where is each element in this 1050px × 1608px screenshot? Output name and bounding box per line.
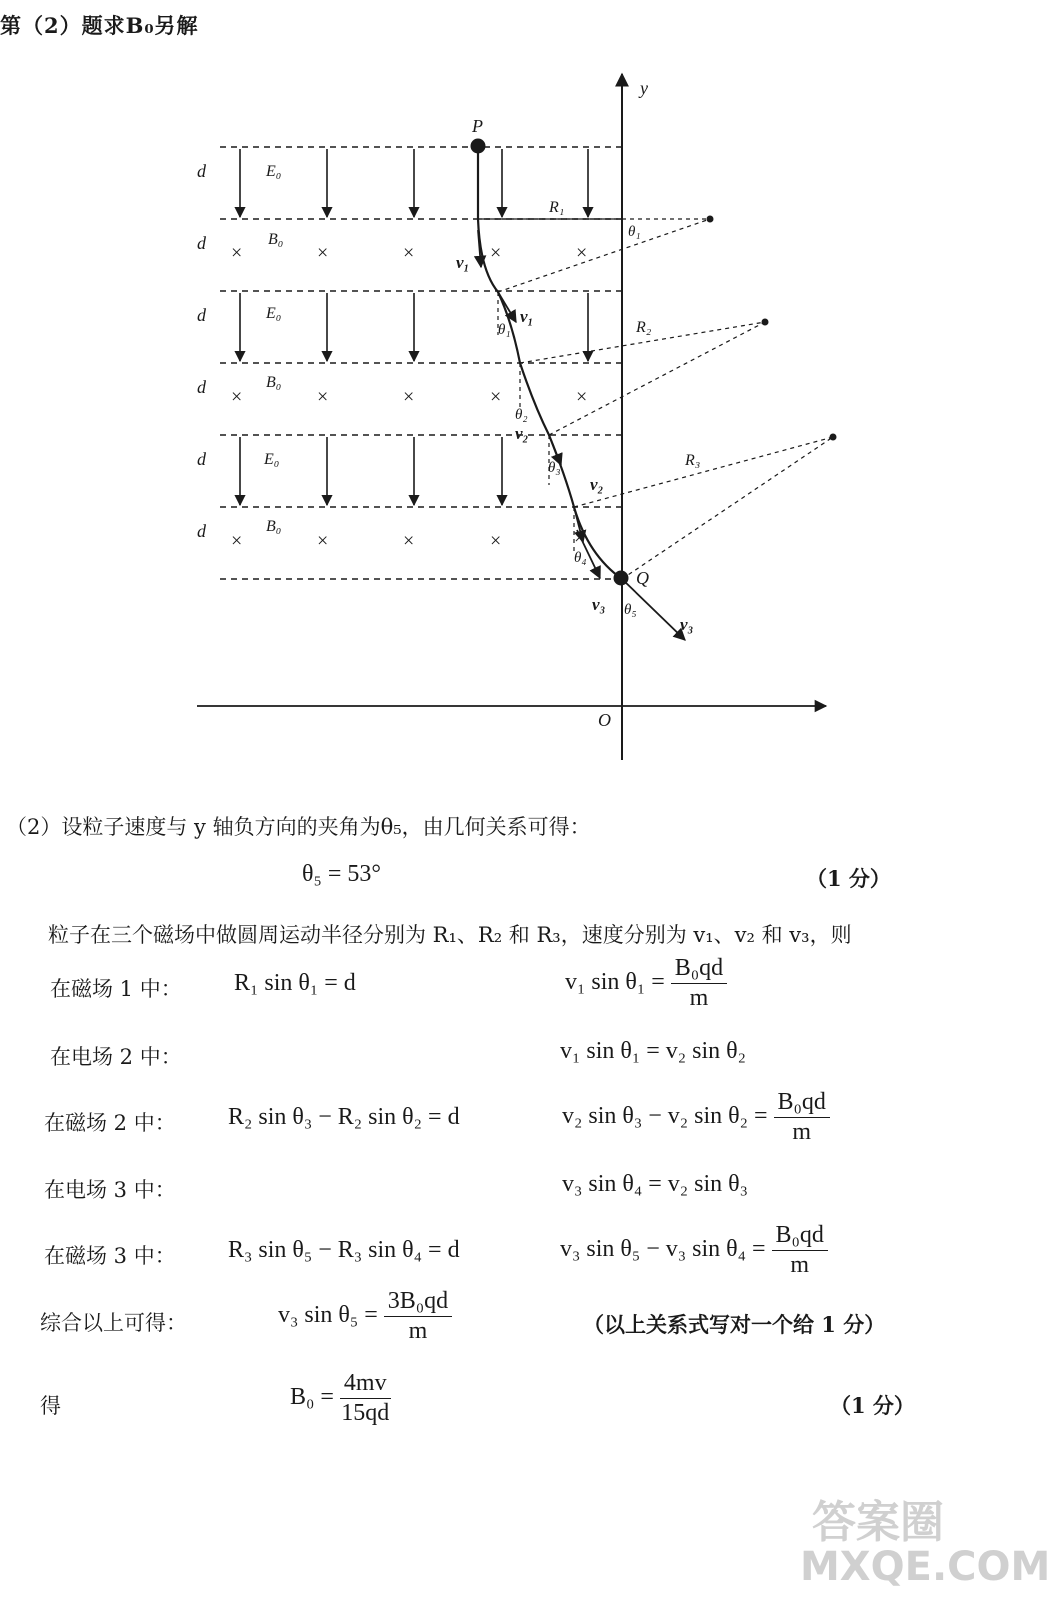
angle-label: θ₁ (628, 224, 641, 240)
center-3-dot (830, 434, 837, 441)
field-label: B₀ (266, 374, 282, 391)
row-label: 在磁场 1 中： (50, 977, 182, 1001)
layer-d-label: d (197, 305, 206, 325)
point-p-dot (471, 139, 486, 154)
center-2-dot (762, 319, 769, 326)
layer-d-label: d (197, 161, 206, 181)
cross-mark: × (576, 386, 588, 408)
physics-figure (0, 60, 1000, 780)
fraction-denominator: 15qd (341, 1400, 390, 1426)
field-label: E₀ (266, 163, 282, 180)
fraction-denominator: m (790, 1252, 810, 1278)
row-label: 在磁场 2 中： (44, 1111, 176, 1135)
point-p-label: P (472, 116, 483, 136)
radius-lines (478, 219, 833, 579)
cross-mark: × (576, 242, 588, 264)
combine-label: 综合以上可得： (40, 1311, 187, 1335)
fraction-denominator: m (792, 1119, 812, 1145)
equation-right: v₂ sin θ₃ − v₂ sin θ₂ = $\frac{\text{B₀qd}}{m}$ (562, 1089, 830, 1146)
magnetic-field-crosses (231, 242, 587, 552)
velocity-label: v₁ (520, 307, 534, 326)
scoring-note: （以上关系式写对一个给 1 分） (583, 1312, 886, 1337)
equation-right: v₁ sin θ₁ = v₂ sin θ₂ (560, 1038, 747, 1064)
fraction-numerator: B₀qd (774, 1089, 830, 1118)
layer-d-label: d (197, 233, 206, 253)
angle-label: θ₃ (548, 460, 561, 476)
velocity-label: v₃ (592, 595, 606, 614)
angle-label: θ₂ (515, 407, 528, 423)
equation-right: v₁ sin θ₁ = $\frac{\text{B₀qd}}{m}$ (565, 955, 727, 1012)
angle-label: θ₄ (574, 550, 587, 566)
point-q-label: Q (636, 568, 649, 588)
cross-mark: × (231, 242, 243, 264)
fraction-numerator: B₀qd (772, 1222, 828, 1251)
solution-description: 粒子在三个磁场中做圆周运动半径分别为 R₁、R₂ 和 R₃，速度分别为 v₁、v₂ 和 v₃，则 (48, 923, 852, 947)
cross-mark: × (231, 386, 243, 408)
cross-mark: × (317, 530, 329, 552)
solution-intro: （2）设粒子速度与 y 轴负方向的夹角为θ₅，由几何关系可得： (6, 815, 591, 839)
equation-left: R₃ sin θ₅ − R₃ sin θ₄ = d (228, 1237, 460, 1263)
equation-theta5: θ₅ = 53° (302, 861, 381, 887)
field-label: E₀ (266, 305, 282, 322)
field-label: B₀ (268, 231, 284, 248)
point-q-dot (614, 571, 629, 586)
layer-d-label: d (197, 377, 206, 397)
y-axis-label: y (640, 78, 648, 98)
fraction-numerator: B₀qd (671, 955, 727, 984)
score-mark: （1 分） (806, 866, 891, 891)
equation-result: B₀ = $\frac{4mv}{15qd}$ (290, 1370, 390, 1426)
cross-mark: × (403, 242, 415, 264)
row-label: 在电场 2 中： (50, 1045, 182, 1069)
score-mark: （1 分） (830, 1393, 915, 1418)
row-label: 在电场 3 中： (44, 1178, 176, 1202)
radius-label: R₃ (685, 452, 701, 469)
watermark-logo: 答案圈 (812, 1497, 944, 1548)
page-title: 第（2）题求B₀另解 (0, 13, 199, 38)
radius-label: R₂ (636, 319, 652, 336)
result-label: 得 (40, 1394, 61, 1418)
angle-label: θ₁ (498, 322, 511, 338)
center-1-dot (707, 216, 714, 223)
layer-d-label: d (197, 449, 206, 469)
field-arrows (240, 149, 588, 505)
cross-mark: × (574, 527, 586, 549)
equation-left: R₁ sin θ₁ = d (234, 970, 356, 996)
cross-mark: × (317, 386, 329, 408)
velocity-label: v₃ (680, 615, 694, 634)
origin-label: O (598, 710, 611, 730)
velocity-label: v₁ (456, 253, 470, 272)
velocity-label: v₂ (515, 424, 529, 443)
watermark-url: MXQE.COM (800, 1544, 1050, 1590)
equation-right: v₃ sin θ₄ = v₂ sin θ₃ (562, 1171, 749, 1197)
cross-mark: × (317, 242, 329, 264)
equation-combined: v₃ sin θ₅ = $\frac{\text{3B₀qd}}{m}$ (278, 1288, 452, 1345)
cross-mark: × (490, 386, 502, 408)
cross-mark: × (231, 530, 243, 552)
equation-left: R₂ sin θ₃ − R₂ sin θ₂ = d (228, 1104, 460, 1130)
fraction-denominator: m (689, 985, 709, 1011)
fraction-denominator: m (408, 1318, 428, 1344)
cross-mark: × (490, 530, 502, 552)
layer-d-label: d (197, 521, 206, 541)
fraction-numerator: 4mv (340, 1370, 391, 1399)
cross-mark: × (490, 242, 502, 264)
angle-label: θ₅ (624, 602, 637, 618)
field-label: B₀ (266, 518, 282, 535)
field-label: E₀ (264, 451, 280, 468)
radius-label: R₁ (549, 199, 565, 216)
velocity-label: v₂ (590, 475, 604, 494)
cross-mark: × (403, 530, 415, 552)
cross-mark: × (403, 386, 415, 408)
row-label: 在磁场 3 中： (44, 1244, 176, 1268)
equation-right: v₃ sin θ₅ − v₃ sin θ₄ = $\frac{\text{B₀qd}}{m}$ (560, 1222, 828, 1279)
fraction-numerator: 3B₀qd (384, 1288, 452, 1317)
